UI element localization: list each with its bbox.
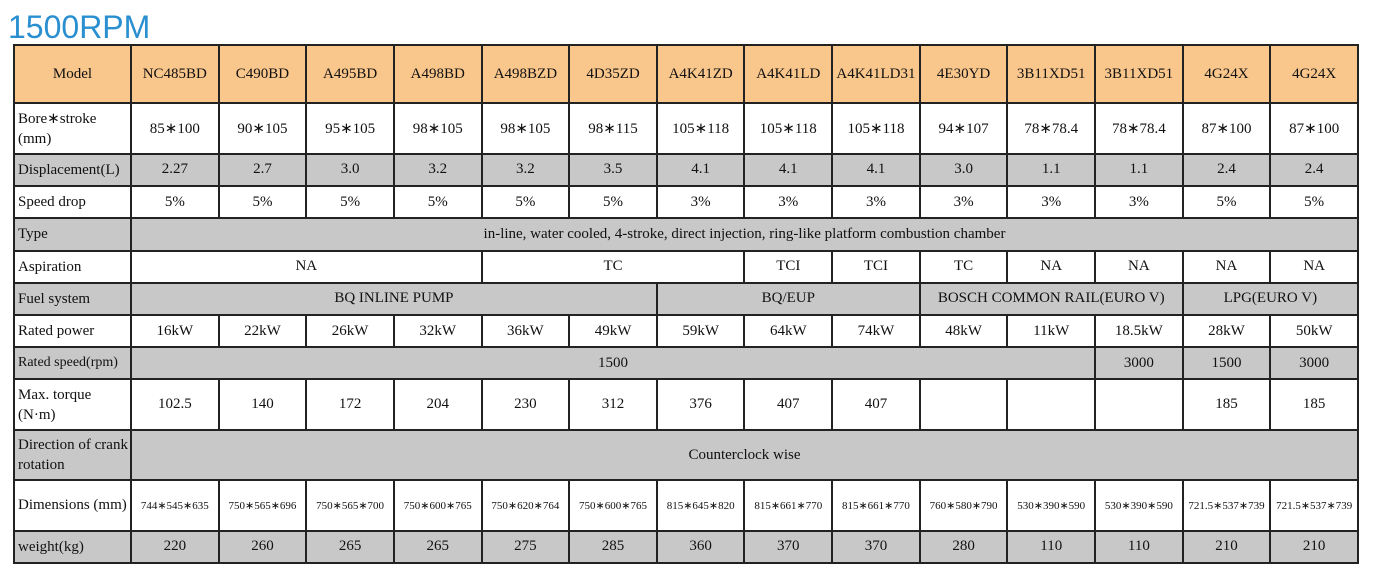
model-header: NC485BD — [131, 45, 219, 103]
power-cell: 36kW — [482, 315, 570, 347]
displacement-cell: 3.2 — [394, 154, 482, 186]
weight-cell: 220 — [131, 531, 219, 563]
speed-cell: 3000 — [1095, 347, 1183, 379]
speed-drop-cell: 3% — [657, 186, 745, 218]
row-label: Direction of crank rotation — [14, 430, 131, 480]
weight-cell: 360 — [657, 531, 745, 563]
speed-drop-cell: 3% — [1007, 186, 1095, 218]
speed-drop-cell: 5% — [219, 186, 307, 218]
torque-cell: 376 — [657, 379, 745, 429]
dimensions-cell: 750∗565∗700 — [306, 480, 394, 530]
type-cell: in-line, water cooled, 4-stroke, direct injection, ring-like platform combustion chamber — [131, 218, 1358, 250]
model-header: 4G24X — [1270, 45, 1358, 103]
torque-cell — [1095, 379, 1183, 429]
max-torque-row — [14, 379, 1358, 429]
displacement-cell: 3.5 — [569, 154, 657, 186]
weight-cell: 265 — [306, 531, 394, 563]
aspiration-cell: NA — [1183, 251, 1271, 283]
model-header: 4G24X — [1183, 45, 1271, 103]
weight-cell: 210 — [1183, 531, 1271, 563]
bore-cell: 85∗100 — [131, 103, 219, 153]
row-label: Aspiration — [14, 251, 131, 283]
model-header: A4K41ZD — [657, 45, 745, 103]
model-header: 4E30YD — [920, 45, 1008, 103]
bore-cell: 78∗78.4 — [1095, 103, 1183, 153]
power-cell: 74kW — [832, 315, 920, 347]
aspiration-cell: TC — [920, 251, 1008, 283]
dimensions-cell: 750∗600∗765 — [569, 480, 657, 530]
rated-speed-row — [14, 347, 1358, 379]
speed-drop-cell: 3% — [744, 186, 832, 218]
weight-cell: 370 — [832, 531, 920, 563]
aspiration-cell: NA — [1007, 251, 1095, 283]
row-label: Dimensions (mm) — [14, 480, 131, 530]
torque-cell: 185 — [1270, 379, 1358, 429]
power-cell: 59kW — [657, 315, 745, 347]
speed-drop-cell: 5% — [1270, 186, 1358, 218]
power-cell: 16kW — [131, 315, 219, 347]
aspiration-row — [14, 251, 1358, 283]
header-row — [14, 45, 1358, 103]
displacement-cell: 2.4 — [1183, 154, 1271, 186]
model-header-label: Model — [14, 45, 131, 103]
fuel-cell: BOSCH COMMON RAIL(EURO V) — [920, 283, 1183, 315]
weight-cell: 110 — [1007, 531, 1095, 563]
row-label: Rated power — [14, 315, 131, 347]
displacement-cell: 4.1 — [657, 154, 745, 186]
dimensions-cell: 530∗390∗590 — [1007, 480, 1095, 530]
model-header: 3B11XD51 — [1007, 45, 1095, 103]
bore-cell: 95∗105 — [306, 103, 394, 153]
row-label: Bore∗stroke (mm) — [14, 103, 131, 153]
fuel-cell: LPG(EURO V) — [1183, 283, 1358, 315]
aspiration-cell: NA — [131, 251, 482, 283]
bore-cell: 98∗105 — [482, 103, 570, 153]
aspiration-cell: TCI — [832, 251, 920, 283]
rotation-cell: Counterclock wise — [131, 430, 1358, 480]
power-cell: 28kW — [1183, 315, 1271, 347]
bore-cell: 105∗118 — [657, 103, 745, 153]
dimensions-cell: 750∗600∗765 — [394, 480, 482, 530]
bore-cell: 78∗78.4 — [1007, 103, 1095, 153]
displacement-cell: 4.1 — [832, 154, 920, 186]
bore-cell: 87∗100 — [1270, 103, 1358, 153]
rated-power-row — [14, 315, 1358, 347]
model-header: A4K41LD31 — [832, 45, 920, 103]
displacement-cell: 3.0 — [920, 154, 1008, 186]
speed-drop-cell: 5% — [569, 186, 657, 218]
model-header: 3B11XD51 — [1095, 45, 1183, 103]
row-label: Displacement(L) — [14, 154, 131, 186]
torque-cell: 407 — [832, 379, 920, 429]
row-label: Rated speed(rpm) — [14, 347, 131, 379]
speed-cell: 3000 — [1270, 347, 1358, 379]
type-row — [14, 218, 1358, 250]
bore-cell: 105∗118 — [832, 103, 920, 153]
bore-cell: 90∗105 — [219, 103, 307, 153]
displacement-row — [14, 154, 1358, 186]
speed-drop-cell: 5% — [394, 186, 482, 218]
dimensions-cell: 760∗580∗790 — [920, 480, 1008, 530]
speed-drop-cell: 5% — [482, 186, 570, 218]
speed-drop-cell: 5% — [131, 186, 219, 218]
bore-cell: 98∗115 — [569, 103, 657, 153]
aspiration-cell: TCI — [744, 251, 832, 283]
power-cell: 22kW — [219, 315, 307, 347]
fuel-system-row — [14, 283, 1358, 315]
torque-cell — [920, 379, 1008, 429]
model-header: A495BD — [306, 45, 394, 103]
speed-drop-cell: 3% — [920, 186, 1008, 218]
dimensions-cell: 530∗390∗590 — [1095, 480, 1183, 530]
weight-cell: 275 — [482, 531, 570, 563]
displacement-cell: 4.1 — [744, 154, 832, 186]
speed-drop-row — [14, 186, 1358, 218]
weight-cell: 280 — [920, 531, 1008, 563]
torque-cell: 204 — [394, 379, 482, 429]
displacement-cell: 2.7 — [219, 154, 307, 186]
power-cell: 49kW — [569, 315, 657, 347]
power-cell: 11kW — [1007, 315, 1095, 347]
model-header: A498BZD — [482, 45, 570, 103]
speed-drop-cell: 5% — [306, 186, 394, 218]
power-cell: 32kW — [394, 315, 482, 347]
row-label: Type — [14, 218, 131, 250]
torque-cell: 185 — [1183, 379, 1271, 429]
weight-row — [14, 531, 1358, 563]
dimensions-cell: 721.5∗537∗739 — [1270, 480, 1358, 530]
model-header: A4K41LD — [744, 45, 832, 103]
weight-cell: 285 — [569, 531, 657, 563]
model-header: A498BD — [394, 45, 482, 103]
model-header: C490BD — [219, 45, 307, 103]
displacement-cell: 1.1 — [1007, 154, 1095, 186]
crank-rotation-row — [14, 430, 1358, 480]
speed-drop-cell: 3% — [832, 186, 920, 218]
weight-cell: 370 — [744, 531, 832, 563]
displacement-cell: 2.27 — [131, 154, 219, 186]
dimensions-cell: 744∗545∗635 — [131, 480, 219, 530]
power-cell: 48kW — [920, 315, 1008, 347]
dimensions-cell: 750∗620∗764 — [482, 480, 570, 530]
dimensions-cell: 815∗645∗820 — [657, 480, 745, 530]
weight-cell: 210 — [1270, 531, 1358, 563]
speed-drop-cell: 5% — [1183, 186, 1271, 218]
bore-cell: 87∗100 — [1183, 103, 1271, 153]
displacement-cell: 3.0 — [306, 154, 394, 186]
torque-cell: 312 — [569, 379, 657, 429]
torque-cell — [1007, 379, 1095, 429]
fuel-cell: BQ INLINE PUMP — [131, 283, 657, 315]
speed-drop-cell: 3% — [1095, 186, 1183, 218]
weight-cell: 260 — [219, 531, 307, 563]
power-cell: 18.5kW — [1095, 315, 1183, 347]
speed-cell: 1500 — [131, 347, 1095, 379]
power-cell: 50kW — [1270, 315, 1358, 347]
aspiration-cell: NA — [1095, 251, 1183, 283]
fuel-cell: BQ/EUP — [657, 283, 920, 315]
engine-spec-table — [13, 44, 1359, 564]
aspiration-cell: NA — [1270, 251, 1358, 283]
displacement-cell: 1.1 — [1095, 154, 1183, 186]
row-label: Speed drop — [14, 186, 131, 218]
power-cell: 64kW — [744, 315, 832, 347]
model-header: 4D35ZD — [569, 45, 657, 103]
dimensions-cell: 815∗661∗770 — [744, 480, 832, 530]
bore-cell: 105∗118 — [744, 103, 832, 153]
row-label: weight(kg) — [14, 531, 131, 563]
bore-cell: 98∗105 — [394, 103, 482, 153]
bore-cell: 94∗107 — [920, 103, 1008, 153]
torque-cell: 407 — [744, 379, 832, 429]
page-title: 1500RPM — [8, 9, 151, 45]
bore-row — [14, 103, 1358, 153]
dimensions-row — [14, 480, 1358, 530]
power-cell: 26kW — [306, 315, 394, 347]
weight-cell: 110 — [1095, 531, 1183, 563]
torque-cell: 172 — [306, 379, 394, 429]
weight-cell: 265 — [394, 531, 482, 563]
torque-cell: 140 — [219, 379, 307, 429]
dimensions-cell: 750∗565∗696 — [219, 480, 307, 530]
torque-cell: 102.5 — [131, 379, 219, 429]
speed-cell: 1500 — [1183, 347, 1271, 379]
row-label: Max. torque (N·m) — [14, 379, 131, 429]
dimensions-cell: 815∗661∗770 — [832, 480, 920, 530]
dimensions-cell: 721.5∗537∗739 — [1183, 480, 1271, 530]
torque-cell: 230 — [482, 379, 570, 429]
row-label: Fuel system — [14, 283, 131, 315]
displacement-cell: 3.2 — [482, 154, 570, 186]
displacement-cell: 2.4 — [1270, 154, 1358, 186]
aspiration-cell: TC — [482, 251, 745, 283]
